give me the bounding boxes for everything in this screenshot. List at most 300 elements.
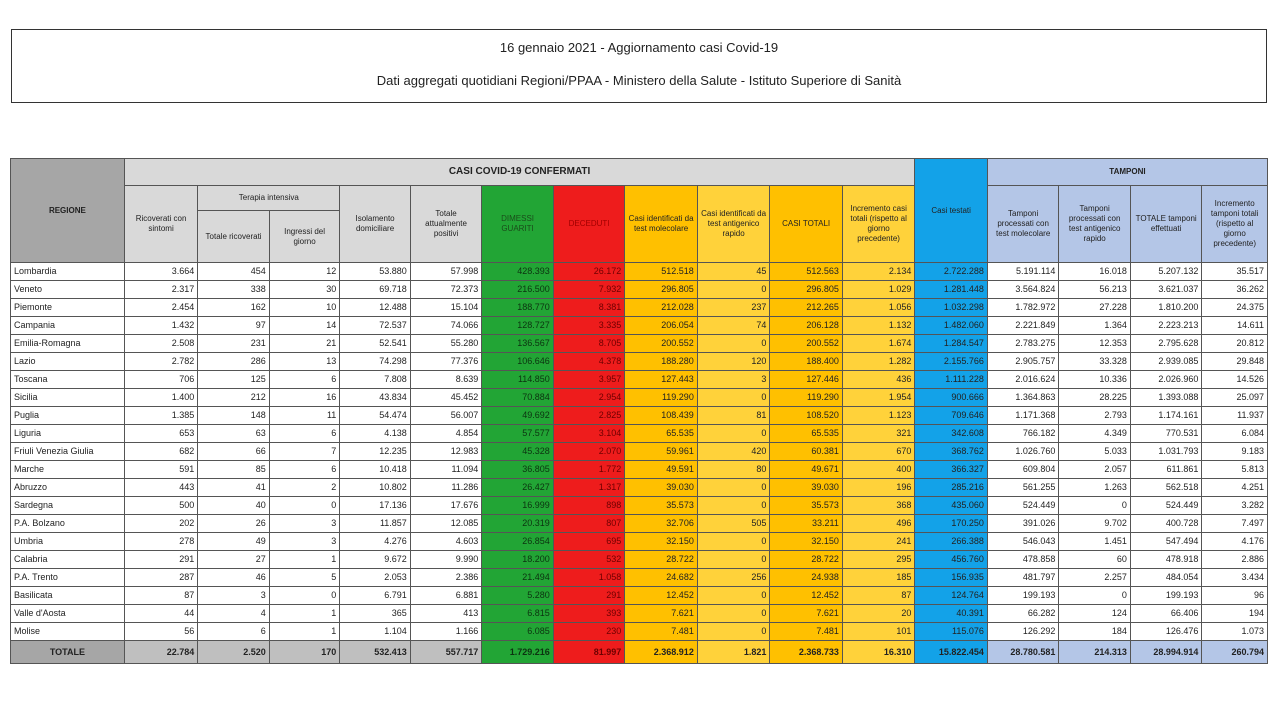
cell-incremento-tamponi: 11.937 bbox=[1202, 407, 1268, 425]
cell-regione: Friuli Venezia Giulia bbox=[11, 443, 125, 461]
cell-casi-molecolare: 7.481 bbox=[625, 623, 698, 641]
cell-casi-totali: 35.573 bbox=[770, 497, 843, 515]
cell-tamponi-molecolare: 2.905.757 bbox=[987, 353, 1059, 371]
cell-isolamento: 365 bbox=[340, 605, 411, 623]
cell-tamponi-molecolare: 2.016.624 bbox=[987, 371, 1059, 389]
total-incremento-tamponi: 260.794 bbox=[1202, 641, 1268, 664]
cell-incremento-casi: 400 bbox=[842, 461, 915, 479]
cell-incremento-tamponi: 194 bbox=[1202, 605, 1268, 623]
cell-tamponi-antigenico: 9.702 bbox=[1059, 515, 1131, 533]
table-row bbox=[11, 497, 1268, 515]
cell-regione: Molise bbox=[11, 623, 125, 641]
cell-regione: Lombardia bbox=[11, 263, 125, 281]
cell-ingressi: 0 bbox=[269, 497, 340, 515]
cell-deceduti: 807 bbox=[553, 515, 625, 533]
cell-isolamento: 53.880 bbox=[340, 263, 411, 281]
cell-casi-antigenico: 0 bbox=[697, 479, 770, 497]
cell-totale-positivi: 2.386 bbox=[410, 569, 482, 587]
cell-ingressi: 10 bbox=[269, 299, 340, 317]
cell-tamponi-antigenico: 184 bbox=[1059, 623, 1131, 641]
cell-ricoverati: 1.385 bbox=[124, 407, 198, 425]
table-foot bbox=[11, 641, 1268, 664]
table-row bbox=[11, 371, 1268, 389]
cell-totale-ricoverati: 212 bbox=[198, 389, 270, 407]
total-isolamento: 532.413 bbox=[340, 641, 411, 664]
cell-tamponi-molecolare: 126.292 bbox=[987, 623, 1059, 641]
cell-tamponi-antigenico: 0 bbox=[1059, 497, 1131, 515]
header-isolamento: Isolamento domiciliare bbox=[340, 186, 411, 263]
table-row bbox=[11, 389, 1268, 407]
cell-tamponi-antigenico: 28.225 bbox=[1059, 389, 1131, 407]
cell-casi-antigenico: 80 bbox=[697, 461, 770, 479]
cell-ricoverati: 2.508 bbox=[124, 335, 198, 353]
cell-casi-antigenico: 120 bbox=[697, 353, 770, 371]
header-casi-totali: CASI TOTALI bbox=[770, 186, 843, 263]
cell-ricoverati: 278 bbox=[124, 533, 198, 551]
header-totale-tamponi: TOTALE tamponi effettuati bbox=[1130, 186, 1202, 263]
cell-dimessi: 18.200 bbox=[482, 551, 554, 569]
cell-totale-tamponi: 484.054 bbox=[1130, 569, 1202, 587]
cell-incremento-tamponi: 14.526 bbox=[1202, 371, 1268, 389]
cell-regione: Umbria bbox=[11, 533, 125, 551]
cell-incremento-casi: 496 bbox=[842, 515, 915, 533]
cell-ingressi: 3 bbox=[269, 533, 340, 551]
cell-totale-positivi: 6.881 bbox=[410, 587, 482, 605]
cell-casi-totali: 60.381 bbox=[770, 443, 843, 461]
cell-isolamento: 54.474 bbox=[340, 407, 411, 425]
cell-dimessi: 26.427 bbox=[482, 479, 554, 497]
cell-casi-molecolare: 7.621 bbox=[625, 605, 698, 623]
cell-casi-testati: 709.646 bbox=[915, 407, 988, 425]
cell-regione: Piemonte bbox=[11, 299, 125, 317]
cell-tamponi-antigenico: 1.263 bbox=[1059, 479, 1131, 497]
table-row bbox=[11, 479, 1268, 497]
cell-incremento-casi: 1.282 bbox=[842, 353, 915, 371]
cell-casi-testati: 1.032.298 bbox=[915, 299, 988, 317]
cell-isolamento: 4.276 bbox=[340, 533, 411, 551]
cell-isolamento: 72.537 bbox=[340, 317, 411, 335]
cell-incremento-casi: 1.029 bbox=[842, 281, 915, 299]
table-row bbox=[11, 443, 1268, 461]
cell-totale-ricoverati: 85 bbox=[198, 461, 270, 479]
cell-dimessi: 36.805 bbox=[482, 461, 554, 479]
cell-totale-ricoverati: 231 bbox=[198, 335, 270, 353]
cell-incremento-tamponi: 4.176 bbox=[1202, 533, 1268, 551]
cell-totale-tamponi: 524.449 bbox=[1130, 497, 1202, 515]
cell-totale-tamponi: 770.531 bbox=[1130, 425, 1202, 443]
table-row bbox=[11, 263, 1268, 281]
total-casi-testati: 15.822.454 bbox=[915, 641, 988, 664]
cell-tamponi-antigenico: 5.033 bbox=[1059, 443, 1131, 461]
cell-incremento-casi: 1.056 bbox=[842, 299, 915, 317]
cell-incremento-casi: 436 bbox=[842, 371, 915, 389]
cell-casi-totali: 49.671 bbox=[770, 461, 843, 479]
cell-tamponi-molecolare: 481.797 bbox=[987, 569, 1059, 587]
cell-deceduti: 393 bbox=[553, 605, 625, 623]
cell-totale-positivi: 72.373 bbox=[410, 281, 482, 299]
cell-deceduti: 26.172 bbox=[553, 263, 625, 281]
cell-deceduti: 8.381 bbox=[553, 299, 625, 317]
cell-deceduti: 2.954 bbox=[553, 389, 625, 407]
cell-totale-positivi: 45.452 bbox=[410, 389, 482, 407]
cell-totale-positivi: 9.990 bbox=[410, 551, 482, 569]
cell-totale-ricoverati: 338 bbox=[198, 281, 270, 299]
cell-casi-totali: 200.552 bbox=[770, 335, 843, 353]
cell-incremento-casi: 2.134 bbox=[842, 263, 915, 281]
table-row bbox=[11, 281, 1268, 299]
header-casi-testati: Casi testati bbox=[915, 159, 988, 263]
header-ingressi-giorno: Ingressi del giorno bbox=[269, 211, 340, 263]
cell-casi-testati: 435.060 bbox=[915, 497, 988, 515]
total-ingressi: 170 bbox=[269, 641, 340, 664]
table-row bbox=[11, 533, 1268, 551]
cell-tamponi-molecolare: 2.783.275 bbox=[987, 335, 1059, 353]
cell-ricoverati: 2.317 bbox=[124, 281, 198, 299]
header-casi-molecolare: Casi identificati da test molecolare bbox=[625, 186, 698, 263]
cell-totale-positivi: 4.854 bbox=[410, 425, 482, 443]
cell-casi-totali: 127.446 bbox=[770, 371, 843, 389]
cell-tamponi-antigenico: 124 bbox=[1059, 605, 1131, 623]
cell-totale-tamponi: 2.223.213 bbox=[1130, 317, 1202, 335]
cell-dimessi: 20.319 bbox=[482, 515, 554, 533]
cell-casi-testati: 285.216 bbox=[915, 479, 988, 497]
cell-totale-ricoverati: 27 bbox=[198, 551, 270, 569]
total-totale-tamponi: 28.994.914 bbox=[1130, 641, 1202, 664]
cell-regione: Veneto bbox=[11, 281, 125, 299]
cell-totale-tamponi: 562.518 bbox=[1130, 479, 1202, 497]
header-totale-positivi: Totale attualmente positivi bbox=[410, 186, 482, 263]
header-tamponi-antigenico: Tamponi processati con test antigenico rapido bbox=[1059, 186, 1131, 263]
cell-regione: Valle d'Aosta bbox=[11, 605, 125, 623]
cell-casi-totali: 512.563 bbox=[770, 263, 843, 281]
cell-isolamento: 12.235 bbox=[340, 443, 411, 461]
cell-deceduti: 2.825 bbox=[553, 407, 625, 425]
cell-totale-ricoverati: 40 bbox=[198, 497, 270, 515]
cell-totale-tamponi: 611.861 bbox=[1130, 461, 1202, 479]
cell-isolamento: 1.104 bbox=[340, 623, 411, 641]
cell-totale-tamponi: 2.795.628 bbox=[1130, 335, 1202, 353]
cell-casi-antigenico: 0 bbox=[697, 623, 770, 641]
cell-tamponi-molecolare: 2.221.849 bbox=[987, 317, 1059, 335]
cell-incremento-casi: 196 bbox=[842, 479, 915, 497]
cell-casi-totali: 33.211 bbox=[770, 515, 843, 533]
cell-totale-positivi: 77.376 bbox=[410, 353, 482, 371]
cell-totale-positivi: 15.104 bbox=[410, 299, 482, 317]
cell-incremento-casi: 670 bbox=[842, 443, 915, 461]
cell-totale-ricoverati: 162 bbox=[198, 299, 270, 317]
cell-casi-testati: 156.935 bbox=[915, 569, 988, 587]
cell-deceduti: 4.378 bbox=[553, 353, 625, 371]
cell-incremento-casi: 101 bbox=[842, 623, 915, 641]
header-tamponi: TAMPONI bbox=[987, 159, 1267, 186]
total-totale-ricoverati: 2.520 bbox=[198, 641, 270, 664]
cell-incremento-tamponi: 3.434 bbox=[1202, 569, 1268, 587]
cell-deceduti: 1.058 bbox=[553, 569, 625, 587]
cell-ricoverati: 443 bbox=[124, 479, 198, 497]
cell-isolamento: 52.541 bbox=[340, 335, 411, 353]
total-dimessi: 1.729.216 bbox=[482, 641, 554, 664]
cell-tamponi-antigenico: 2.057 bbox=[1059, 461, 1131, 479]
cell-totale-positivi: 12.983 bbox=[410, 443, 482, 461]
cell-incremento-tamponi: 36.262 bbox=[1202, 281, 1268, 299]
cell-incremento-casi: 295 bbox=[842, 551, 915, 569]
cell-casi-molecolare: 188.280 bbox=[625, 353, 698, 371]
cell-totale-tamponi: 1.810.200 bbox=[1130, 299, 1202, 317]
cell-regione: Abruzzo bbox=[11, 479, 125, 497]
cell-casi-totali: 65.535 bbox=[770, 425, 843, 443]
cell-totale-tamponi: 5.207.132 bbox=[1130, 263, 1202, 281]
cell-casi-molecolare: 127.443 bbox=[625, 371, 698, 389]
cell-deceduti: 8.705 bbox=[553, 335, 625, 353]
cell-casi-molecolare: 49.591 bbox=[625, 461, 698, 479]
cell-totale-ricoverati: 6 bbox=[198, 623, 270, 641]
total-ricoverati: 22.784 bbox=[124, 641, 198, 664]
cell-incremento-casi: 321 bbox=[842, 425, 915, 443]
cell-dimessi: 49.692 bbox=[482, 407, 554, 425]
cell-casi-antigenico: 81 bbox=[697, 407, 770, 425]
cell-dimessi: 428.393 bbox=[482, 263, 554, 281]
cell-deceduti: 1.317 bbox=[553, 479, 625, 497]
cell-ingressi: 30 bbox=[269, 281, 340, 299]
cell-ingressi: 5 bbox=[269, 569, 340, 587]
cell-regione: Marche bbox=[11, 461, 125, 479]
cell-casi-testati: 2.155.766 bbox=[915, 353, 988, 371]
cell-regione: P.A. Trento bbox=[11, 569, 125, 587]
cell-dimessi: 6.815 bbox=[482, 605, 554, 623]
cell-totale-tamponi: 1.393.088 bbox=[1130, 389, 1202, 407]
cell-dimessi: 188.770 bbox=[482, 299, 554, 317]
cell-casi-molecolare: 32.706 bbox=[625, 515, 698, 533]
cell-totale-ricoverati: 125 bbox=[198, 371, 270, 389]
cell-totale-positivi: 11.286 bbox=[410, 479, 482, 497]
cell-totale-positivi: 12.085 bbox=[410, 515, 482, 533]
cell-casi-totali: 28.722 bbox=[770, 551, 843, 569]
cell-casi-molecolare: 59.961 bbox=[625, 443, 698, 461]
cell-casi-testati: 342.608 bbox=[915, 425, 988, 443]
cell-totale-positivi: 56.007 bbox=[410, 407, 482, 425]
cell-totale-tamponi: 1.031.793 bbox=[1130, 443, 1202, 461]
cell-tamponi-molecolare: 66.282 bbox=[987, 605, 1059, 623]
cell-deceduti: 1.772 bbox=[553, 461, 625, 479]
cell-ingressi: 6 bbox=[269, 371, 340, 389]
cell-incremento-tamponi: 1.073 bbox=[1202, 623, 1268, 641]
cell-tamponi-molecolare: 3.564.824 bbox=[987, 281, 1059, 299]
cell-totale-ricoverati: 63 bbox=[198, 425, 270, 443]
cell-tamponi-molecolare: 1.171.368 bbox=[987, 407, 1059, 425]
cell-casi-testati: 115.076 bbox=[915, 623, 988, 641]
cell-ricoverati: 682 bbox=[124, 443, 198, 461]
cell-dimessi: 5.280 bbox=[482, 587, 554, 605]
table-row bbox=[11, 605, 1268, 623]
cell-ricoverati: 706 bbox=[124, 371, 198, 389]
total-tamponi-antigenico: 214.313 bbox=[1059, 641, 1131, 664]
total-regione: TOTALE bbox=[11, 641, 125, 664]
cell-regione: Emilia-Romagna bbox=[11, 335, 125, 353]
cell-deceduti: 3.104 bbox=[553, 425, 625, 443]
cell-tamponi-molecolare: 609.804 bbox=[987, 461, 1059, 479]
cell-dimessi: 70.884 bbox=[482, 389, 554, 407]
cell-casi-molecolare: 296.805 bbox=[625, 281, 698, 299]
cell-tamponi-molecolare: 1.026.760 bbox=[987, 443, 1059, 461]
cell-ricoverati: 500 bbox=[124, 497, 198, 515]
cell-ingressi: 14 bbox=[269, 317, 340, 335]
cell-ingressi: 6 bbox=[269, 461, 340, 479]
cell-totale-tamponi: 400.728 bbox=[1130, 515, 1202, 533]
cell-casi-totali: 188.400 bbox=[770, 353, 843, 371]
cell-isolamento: 9.672 bbox=[340, 551, 411, 569]
cell-totale-ricoverati: 49 bbox=[198, 533, 270, 551]
cell-regione: Basilicata bbox=[11, 587, 125, 605]
cell-incremento-tamponi: 4.251 bbox=[1202, 479, 1268, 497]
cell-isolamento: 69.718 bbox=[340, 281, 411, 299]
cell-tamponi-molecolare: 561.255 bbox=[987, 479, 1059, 497]
cell-dimessi: 114.850 bbox=[482, 371, 554, 389]
cell-casi-antigenico: 0 bbox=[697, 533, 770, 551]
cell-regione: Puglia bbox=[11, 407, 125, 425]
table-row bbox=[11, 407, 1268, 425]
cell-incremento-tamponi: 29.848 bbox=[1202, 353, 1268, 371]
cell-casi-molecolare: 24.682 bbox=[625, 569, 698, 587]
cell-tamponi-antigenico: 56.213 bbox=[1059, 281, 1131, 299]
cell-totale-ricoverati: 286 bbox=[198, 353, 270, 371]
cell-casi-totali: 212.265 bbox=[770, 299, 843, 317]
total-incremento-casi: 16.310 bbox=[842, 641, 915, 664]
cell-tamponi-antigenico: 16.018 bbox=[1059, 263, 1131, 281]
table-row bbox=[11, 299, 1268, 317]
cell-casi-testati: 2.722.288 bbox=[915, 263, 988, 281]
cell-casi-totali: 108.520 bbox=[770, 407, 843, 425]
cell-casi-molecolare: 108.439 bbox=[625, 407, 698, 425]
cell-isolamento: 11.857 bbox=[340, 515, 411, 533]
cell-isolamento: 7.808 bbox=[340, 371, 411, 389]
cell-ingressi: 11 bbox=[269, 407, 340, 425]
cell-casi-testati: 366.327 bbox=[915, 461, 988, 479]
cell-totale-positivi: 74.066 bbox=[410, 317, 482, 335]
header-incremento-tamponi: Incremento tamponi totali (rispetto al giorno precedente) bbox=[1202, 186, 1268, 263]
cell-casi-testati: 1.482.060 bbox=[915, 317, 988, 335]
cell-casi-totali: 39.030 bbox=[770, 479, 843, 497]
cell-incremento-casi: 185 bbox=[842, 569, 915, 587]
cell-deceduti: 898 bbox=[553, 497, 625, 515]
cell-incremento-tamponi: 5.813 bbox=[1202, 461, 1268, 479]
cell-isolamento: 2.053 bbox=[340, 569, 411, 587]
cell-casi-molecolare: 206.054 bbox=[625, 317, 698, 335]
title-box bbox=[11, 29, 1267, 103]
header-incremento-casi: Incremento casi totali (rispetto al giorno precedente) bbox=[842, 186, 915, 263]
cell-ingressi: 6 bbox=[269, 425, 340, 443]
cell-casi-molecolare: 32.150 bbox=[625, 533, 698, 551]
total-casi-totali: 2.368.733 bbox=[770, 641, 843, 664]
cell-tamponi-antigenico: 1.451 bbox=[1059, 533, 1131, 551]
cell-tamponi-antigenico: 12.353 bbox=[1059, 335, 1131, 353]
cell-deceduti: 3.335 bbox=[553, 317, 625, 335]
header-terapia-intensiva: Terapia intensiva bbox=[198, 186, 340, 211]
cell-ricoverati: 87 bbox=[124, 587, 198, 605]
cell-ricoverati: 653 bbox=[124, 425, 198, 443]
cell-totale-positivi: 55.280 bbox=[410, 335, 482, 353]
cell-isolamento: 10.802 bbox=[340, 479, 411, 497]
cell-totale-positivi: 57.998 bbox=[410, 263, 482, 281]
cell-totale-tamponi: 547.494 bbox=[1130, 533, 1202, 551]
cell-totale-tamponi: 1.174.161 bbox=[1130, 407, 1202, 425]
cell-incremento-tamponi: 24.375 bbox=[1202, 299, 1268, 317]
header-casi-antigenico: Casi identificati da test antigenico rapido bbox=[697, 186, 770, 263]
cell-incremento-casi: 1.132 bbox=[842, 317, 915, 335]
cell-casi-testati: 1.281.448 bbox=[915, 281, 988, 299]
cell-dimessi: 136.567 bbox=[482, 335, 554, 353]
cell-casi-testati: 1.111.228 bbox=[915, 371, 988, 389]
cell-casi-testati: 124.764 bbox=[915, 587, 988, 605]
total-casi-antigenico: 1.821 bbox=[697, 641, 770, 664]
cell-totale-ricoverati: 46 bbox=[198, 569, 270, 587]
cell-casi-antigenico: 256 bbox=[697, 569, 770, 587]
cell-incremento-tamponi: 2.886 bbox=[1202, 551, 1268, 569]
cell-isolamento: 12.488 bbox=[340, 299, 411, 317]
cell-incremento-casi: 1.954 bbox=[842, 389, 915, 407]
cell-casi-testati: 40.391 bbox=[915, 605, 988, 623]
table-row bbox=[11, 587, 1268, 605]
cell-casi-antigenico: 3 bbox=[697, 371, 770, 389]
cell-tamponi-antigenico: 60 bbox=[1059, 551, 1131, 569]
cell-totale-ricoverati: 454 bbox=[198, 263, 270, 281]
cell-totale-tamponi: 199.193 bbox=[1130, 587, 1202, 605]
cell-dimessi: 45.328 bbox=[482, 443, 554, 461]
covid-data-table bbox=[10, 158, 1268, 664]
header-totale-ricoverati: Totale ricoverati bbox=[198, 211, 270, 263]
totals-row bbox=[11, 641, 1268, 664]
cell-casi-testati: 170.250 bbox=[915, 515, 988, 533]
cell-totale-positivi: 11.094 bbox=[410, 461, 482, 479]
cell-incremento-tamponi: 20.812 bbox=[1202, 335, 1268, 353]
cell-ricoverati: 1.432 bbox=[124, 317, 198, 335]
cell-casi-molecolare: 119.290 bbox=[625, 389, 698, 407]
cell-tamponi-antigenico: 4.349 bbox=[1059, 425, 1131, 443]
cell-casi-antigenico: 0 bbox=[697, 587, 770, 605]
cell-deceduti: 291 bbox=[553, 587, 625, 605]
cell-ingressi: 12 bbox=[269, 263, 340, 281]
cell-incremento-tamponi: 96 bbox=[1202, 587, 1268, 605]
cell-totale-tamponi: 126.476 bbox=[1130, 623, 1202, 641]
cell-casi-totali: 119.290 bbox=[770, 389, 843, 407]
cell-tamponi-molecolare: 199.193 bbox=[987, 587, 1059, 605]
cell-dimessi: 16.999 bbox=[482, 497, 554, 515]
cell-casi-totali: 7.481 bbox=[770, 623, 843, 641]
cell-totale-tamponi: 3.621.037 bbox=[1130, 281, 1202, 299]
total-totale-positivi: 557.717 bbox=[410, 641, 482, 664]
cell-totale-ricoverati: 66 bbox=[198, 443, 270, 461]
cell-incremento-tamponi: 14.611 bbox=[1202, 317, 1268, 335]
cell-incremento-tamponi: 9.183 bbox=[1202, 443, 1268, 461]
cell-casi-antigenico: 0 bbox=[697, 389, 770, 407]
cell-ricoverati: 3.664 bbox=[124, 263, 198, 281]
cell-regione: Campania bbox=[11, 317, 125, 335]
cell-casi-antigenico: 237 bbox=[697, 299, 770, 317]
cell-ricoverati: 591 bbox=[124, 461, 198, 479]
cell-casi-antigenico: 0 bbox=[697, 425, 770, 443]
cell-casi-antigenico: 0 bbox=[697, 551, 770, 569]
table-row bbox=[11, 425, 1268, 443]
cell-ingressi: 3 bbox=[269, 515, 340, 533]
cell-tamponi-molecolare: 524.449 bbox=[987, 497, 1059, 515]
table-row bbox=[11, 317, 1268, 335]
cell-casi-antigenico: 0 bbox=[697, 335, 770, 353]
cell-tamponi-molecolare: 5.191.114 bbox=[987, 263, 1059, 281]
cell-totale-tamponi: 2.939.085 bbox=[1130, 353, 1202, 371]
cell-incremento-tamponi: 35.517 bbox=[1202, 263, 1268, 281]
cell-ricoverati: 1.400 bbox=[124, 389, 198, 407]
cell-totale-positivi: 8.639 bbox=[410, 371, 482, 389]
cell-regione: Sardegna bbox=[11, 497, 125, 515]
